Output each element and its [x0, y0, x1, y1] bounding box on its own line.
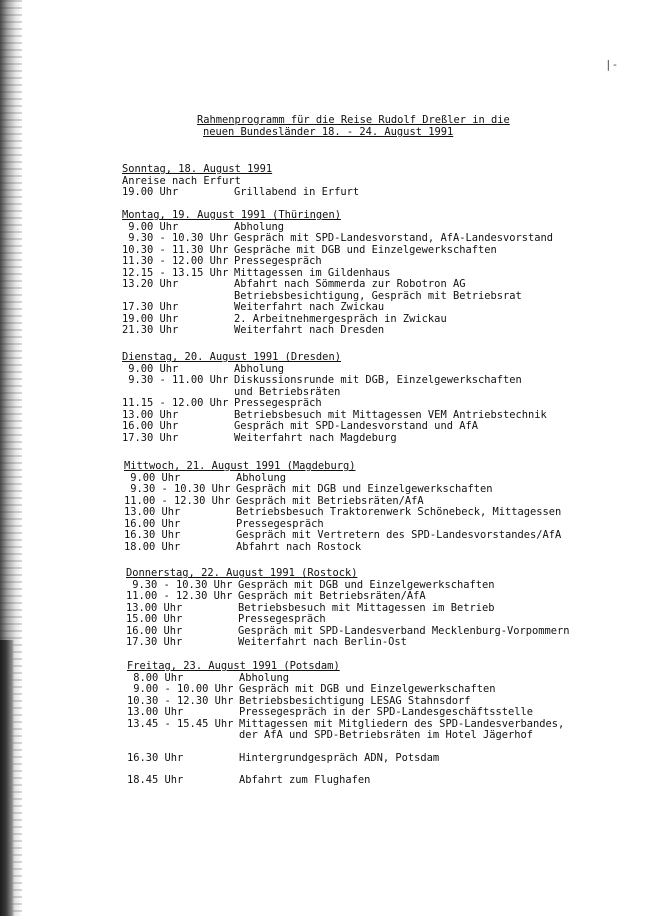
schedule-row — [122, 325, 582, 337]
schedule-row — [122, 256, 582, 268]
schedule-time: 9.30 - 10.30 Uhr — [124, 483, 231, 495]
schedule-time: 8.00 Uhr — [127, 671, 184, 684]
schedule-description: Betriebsbesichtigung LESAG Stahnsdorf — [239, 694, 471, 707]
schedule-description: Pressegespräch — [236, 517, 324, 530]
schedule-time: 10.30 - 12.30 Uhr — [127, 694, 234, 707]
schedule-description: Pressegespräch — [238, 613, 326, 625]
schedule-description: Diskussionsrunde mit DGB, Einzelgewerkschaften — [234, 374, 522, 386]
schedule-time — [127, 730, 239, 742]
schedule-row — [126, 603, 586, 615]
schedule-description: Betriebsbesichtigung, Gespräch mit Betriebsrat — [234, 289, 522, 302]
day-block — [127, 661, 587, 787]
schedule-time: 17.30 Uhr — [122, 301, 179, 313]
schedule-time: 17.30 Uhr — [126, 636, 183, 648]
schedule-row — [127, 775, 587, 787]
day-block — [126, 568, 586, 649]
schedule-time: 9.30 - 11.00 Uhr — [122, 374, 229, 386]
schedule-row — [124, 530, 584, 542]
corner-mark: |- — [605, 58, 619, 71]
schedule-row — [122, 398, 582, 410]
schedule-description: Gespräch mit DGB und Einzelgewerkschaften — [238, 578, 495, 591]
schedule-row — [127, 742, 587, 753]
day-block — [124, 461, 584, 553]
schedule-time: 16.00 Uhr — [124, 517, 181, 530]
schedule-description: Gespräch mit Vertretern des SPD-Landesvorstandes/AfA — [236, 529, 562, 541]
schedule-description: Gespräch mit SPD-Landesvorstand und AfA — [234, 420, 478, 432]
schedule-row — [127, 730, 587, 742]
schedule-description: Betriebsbesuch mit Mittagessen im Betrieb — [238, 601, 495, 614]
schedule-description: Mittagessen mit Mitgliedern des SPD-Landesverbandes, — [239, 717, 565, 730]
schedule-description: Pressegespräch in der SPD-Landesgeschäftsstelle — [239, 706, 534, 718]
schedule-description: Mittagessen im Gildenhaus — [234, 266, 391, 279]
schedule-row — [126, 637, 586, 649]
schedule-row — [122, 302, 582, 314]
title-line-1: Rahmenprogramm für die Reise Rudolf Dreßler in die — [197, 114, 510, 126]
schedule-description: Weiterfahrt nach Dresden — [234, 324, 385, 336]
schedule-time: 13.00 Uhr — [122, 408, 179, 421]
schedule-time: 11.00 - 12.30 Uhr — [124, 494, 231, 507]
schedule-description: Gespräch mit SPD-Landesvorstand, AfA-Landesvorstand — [234, 232, 554, 244]
scan-edge-dark — [0, 640, 14, 916]
schedule-time: 13.20 Uhr — [122, 278, 179, 290]
schedule-description: Abfahrt zum Flughafen — [239, 774, 371, 786]
schedule-description: und Betriebsräten — [234, 385, 341, 398]
schedule-description: 2. Arbeitnehmergespräch in Zwickau — [234, 312, 447, 325]
schedule-description: Gespräche mit DGB und Einzelgewerkschaften — [234, 243, 497, 256]
schedule-time: 21.30 Uhr — [122, 324, 179, 336]
schedule-time: 19.00 Uhr — [122, 186, 179, 198]
schedule-description: Abholung — [234, 220, 285, 233]
schedule-time: 18.00 Uhr — [124, 540, 181, 553]
schedule-time: 12.15 - 13.15 Uhr — [122, 266, 229, 279]
schedule-time: 10.30 - 11.30 Uhr — [122, 243, 229, 256]
day-heading: Freitag, 23. August 1991 (Potsdam) — [127, 660, 340, 672]
schedule-description: Gespräch mit DGB und Einzelgewerkschaften — [236, 483, 493, 495]
schedule-row — [127, 753, 587, 765]
schedule-time: 16.30 Uhr — [124, 529, 181, 541]
schedule-description — [239, 742, 587, 753]
title-line-2: neuen Bundesländer 18. - 24. August 1991 — [203, 126, 454, 138]
schedule-time: 9.00 Uhr — [122, 362, 179, 375]
schedule-description: Abholung — [239, 671, 290, 684]
schedule-time: Anreise nach Erfurt — [122, 174, 241, 187]
schedule-description: Grillabend in Erfurt — [234, 186, 360, 198]
schedule-time: 18.45 Uhr — [127, 774, 184, 786]
schedule-time: 13.00 Uhr — [126, 601, 183, 614]
schedule-description: der AfA und SPD-Betriebsräten im Hotel Jägerhof — [239, 729, 534, 741]
day-heading: Sonntag, 18. August 1991 — [122, 163, 273, 175]
day-block — [122, 352, 582, 444]
day-block — [122, 210, 582, 337]
day-block — [122, 164, 582, 199]
schedule-time: 13.45 - 15.45 Uhr — [127, 717, 234, 730]
schedule-time: 17.30 Uhr — [122, 431, 179, 444]
day-heading: Dienstag, 20. August 1991 (Dresden) — [122, 351, 341, 363]
schedule-row — [127, 684, 587, 696]
schedule-description: Gespräch mit DGB und Einzelgewerkschaften — [239, 683, 496, 695]
schedule-time: 9.30 - 10.30 Uhr — [122, 232, 229, 244]
schedule-row — [127, 707, 587, 719]
schedule-description: Abfahrt nach Sömmerda zur Robotron AG — [234, 278, 466, 290]
schedule-time: 9.30 - 10.30 Uhr — [126, 578, 233, 591]
schedule-row — [126, 614, 586, 626]
schedule-time: 11.30 - 12.00 Uhr — [122, 255, 229, 267]
schedule-row — [122, 187, 582, 199]
schedule-time: 19.00 Uhr — [122, 312, 179, 325]
schedule-row — [124, 507, 584, 519]
schedule-time: 11.15 - 12.00 Uhr — [122, 397, 229, 409]
day-heading: Montag, 19. August 1991 (Thüringen) — [122, 209, 341, 221]
schedule-time: 16.30 Uhr — [127, 751, 184, 764]
schedule-row — [124, 484, 584, 496]
schedule-description: Betriebsbesuch mit Mittagessen VEM Antriebstechnik — [234, 408, 547, 421]
schedule-description: Weiterfahrt nach Magdeburg — [234, 431, 397, 444]
schedule-time: 16.00 Uhr — [126, 624, 183, 637]
schedule-description: Gespräch mit Betriebsräten/AfA — [238, 590, 426, 602]
schedule-description: Abholung — [234, 362, 285, 375]
schedule-description: Betriebsbesuch Traktorenwerk Schönebeck, Mittagessen — [236, 506, 562, 518]
schedule-time: 9.00 Uhr — [122, 220, 179, 233]
schedule-description: Pressegespräch — [234, 397, 322, 409]
schedule-description: Abfahrt nach Rostock — [236, 540, 362, 553]
schedule-time: 11.00 - 12.30 Uhr — [126, 590, 233, 602]
schedule-row — [124, 542, 584, 554]
schedule-row — [122, 375, 582, 387]
schedule-row — [122, 421, 582, 433]
schedule-description: Gespräch mit Betriebsräten/AfA — [236, 494, 424, 507]
schedule-description: Hintergrundgespräch ADN, Potsdam — [239, 751, 440, 764]
schedule-time: 16.00 Uhr — [122, 420, 179, 432]
schedule-time: 15.00 Uhr — [126, 613, 183, 625]
day-heading: Donnerstag, 22. August 1991 (Rostock) — [126, 567, 358, 579]
schedule-time: 9.00 - 10.00 Uhr — [127, 683, 234, 695]
schedule-row — [122, 279, 582, 291]
schedule-time: 9.00 Uhr — [124, 471, 181, 484]
schedule-time: 13.00 Uhr — [124, 506, 181, 518]
day-heading: Mittwoch, 21. August 1991 (Magdeburg) — [124, 460, 356, 472]
schedule-row — [122, 433, 582, 445]
schedule-row — [126, 591, 586, 603]
schedule-time: 13.00 Uhr — [127, 706, 184, 718]
schedule-description: Weiterfahrt nach Berlin-Ost — [238, 636, 407, 648]
schedule-row — [122, 233, 582, 245]
schedule-time — [127, 742, 239, 753]
schedule-description: Pressegespräch — [234, 255, 322, 267]
schedule-description: Weiterfahrt nach Zwickau — [234, 301, 385, 313]
schedule-description: Abholung — [236, 471, 287, 484]
schedule-description: Gespräch mit SPD-Landesverband Mecklenburg-Vorpommern — [238, 624, 570, 637]
